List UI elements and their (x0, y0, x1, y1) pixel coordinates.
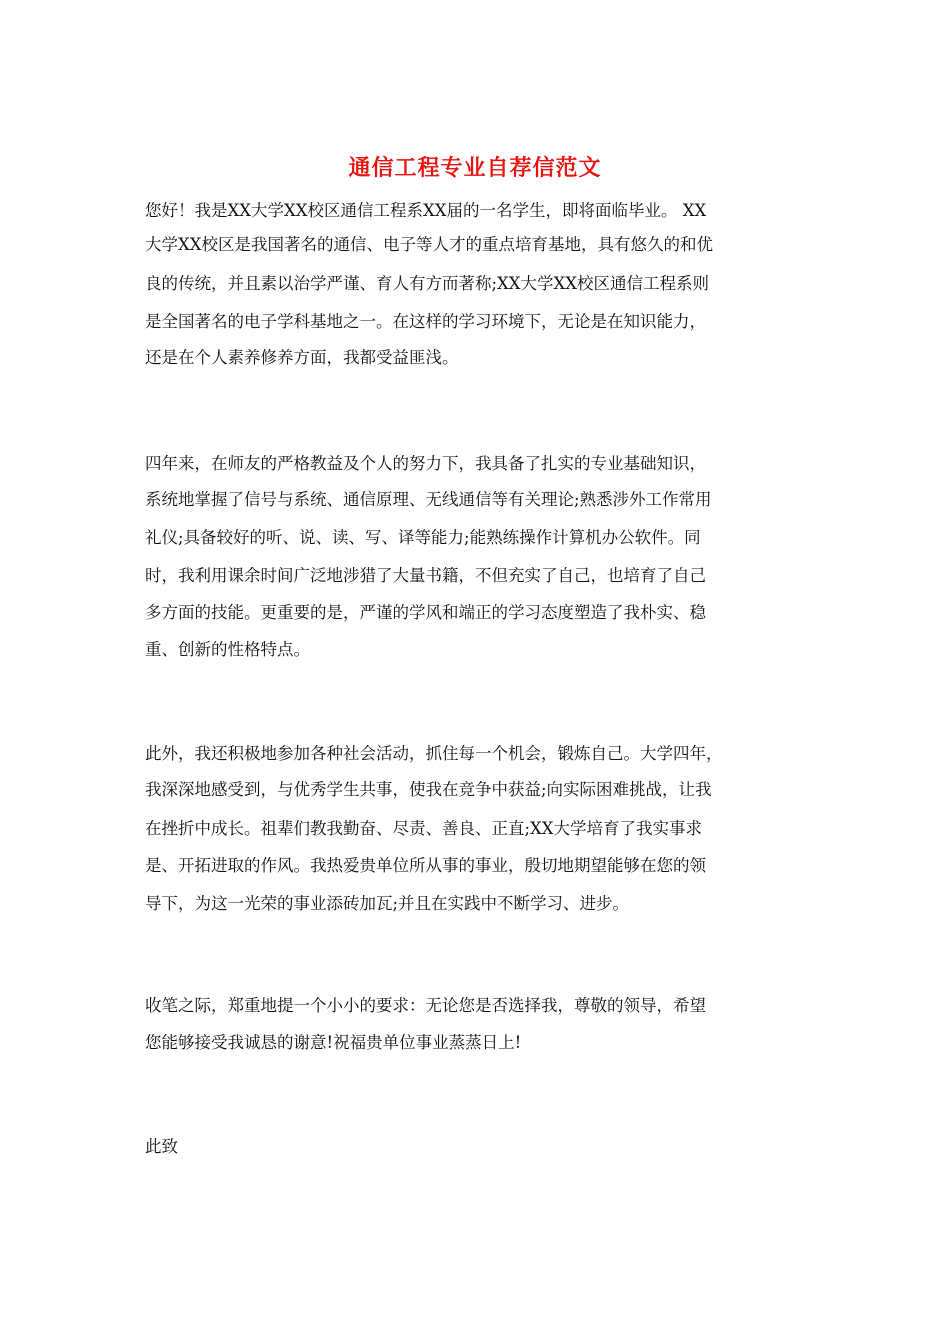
paragraph-3-line-2: 我深深地感受到，与优秀学生共事，使我在竞争中获益;向实际困难挑战，让我 (145, 780, 712, 799)
paragraph-1-line-5: 还是在个人素养修养方面，我都受益匪浅。 (145, 348, 459, 367)
paragraph-3-line-1: 此外，我还积极地参加各种社会活动，抓住每一个机会，锻炼自己。大学四年， (145, 744, 723, 763)
paragraph-2-line-5: 多方面的技能。更重要的是，严谨的学风和端正的学习态度塑造了我朴实、稳 (145, 603, 706, 622)
paragraph-1-line-3: 良的传统，并且素以治学严谨、育人有方而著称;XX大学XX校区通信工程系则 (145, 274, 710, 293)
paragraph-1-line-2: 大学XX校区是我国著名的通信、电子等人才的重点培育基地，具有悠久的和优 (145, 235, 713, 254)
paragraph-4-line-1: 收笔之际，郑重地提一个小小的要求：无论您是否选择我，尊敬的领导，希望 (145, 996, 706, 1015)
paragraph-3-line-3: 在挫折中成长。祖辈们教我勤奋、尽责、善良、正直;XX大学培育了我实事求 (145, 819, 703, 838)
paragraph-4-line-2: 您能够接受我诚恳的谢意!祝福贵单位事业蒸蒸日上! (145, 1033, 522, 1052)
paragraph-3-line-4: 是、开拓进取的作风。我热爱贵单位所从事的事业，殷切地期望能够在您的领 (145, 856, 706, 875)
paragraph-2-line-3: 礼仪;具备较好的听、说、读、写、译等能力;能熟练操作计算机办公软件。同 (145, 528, 701, 547)
paragraph-2-line-2: 系统地掌握了信号与系统、通信原理、无线通信等有关理论;熟悉涉外工作常用 (145, 490, 712, 509)
closing-line: 此致 (145, 1137, 178, 1156)
page-title: 通信工程专业自荐信范文 (348, 156, 602, 181)
paragraph-2-line-4: 时，我利用课余时间广泛地涉猎了大量书籍，不但充实了自己，也培育了自己 (145, 566, 706, 585)
paragraph-3-line-5: 导下，为这一光荣的事业添砖加瓦;并且在实践中不断学习、进步。 (145, 894, 630, 913)
paragraph-2-line-6: 重、创新的性格特点。 (145, 640, 310, 659)
paragraph-2-line-1: 四年来，在师友的严格教益及个人的努力下，我具备了扎实的专业基础知识， (145, 454, 706, 473)
paragraph-1-line-4: 是全国著名的电子学科基地之一。在这样的学习环境下，无论是在知识能力， (145, 312, 706, 331)
paragraph-1-line-1: 您好！我是XX大学XX校区通信工程系XX届的一名学生，即将面临毕业。 XX (145, 201, 707, 220)
